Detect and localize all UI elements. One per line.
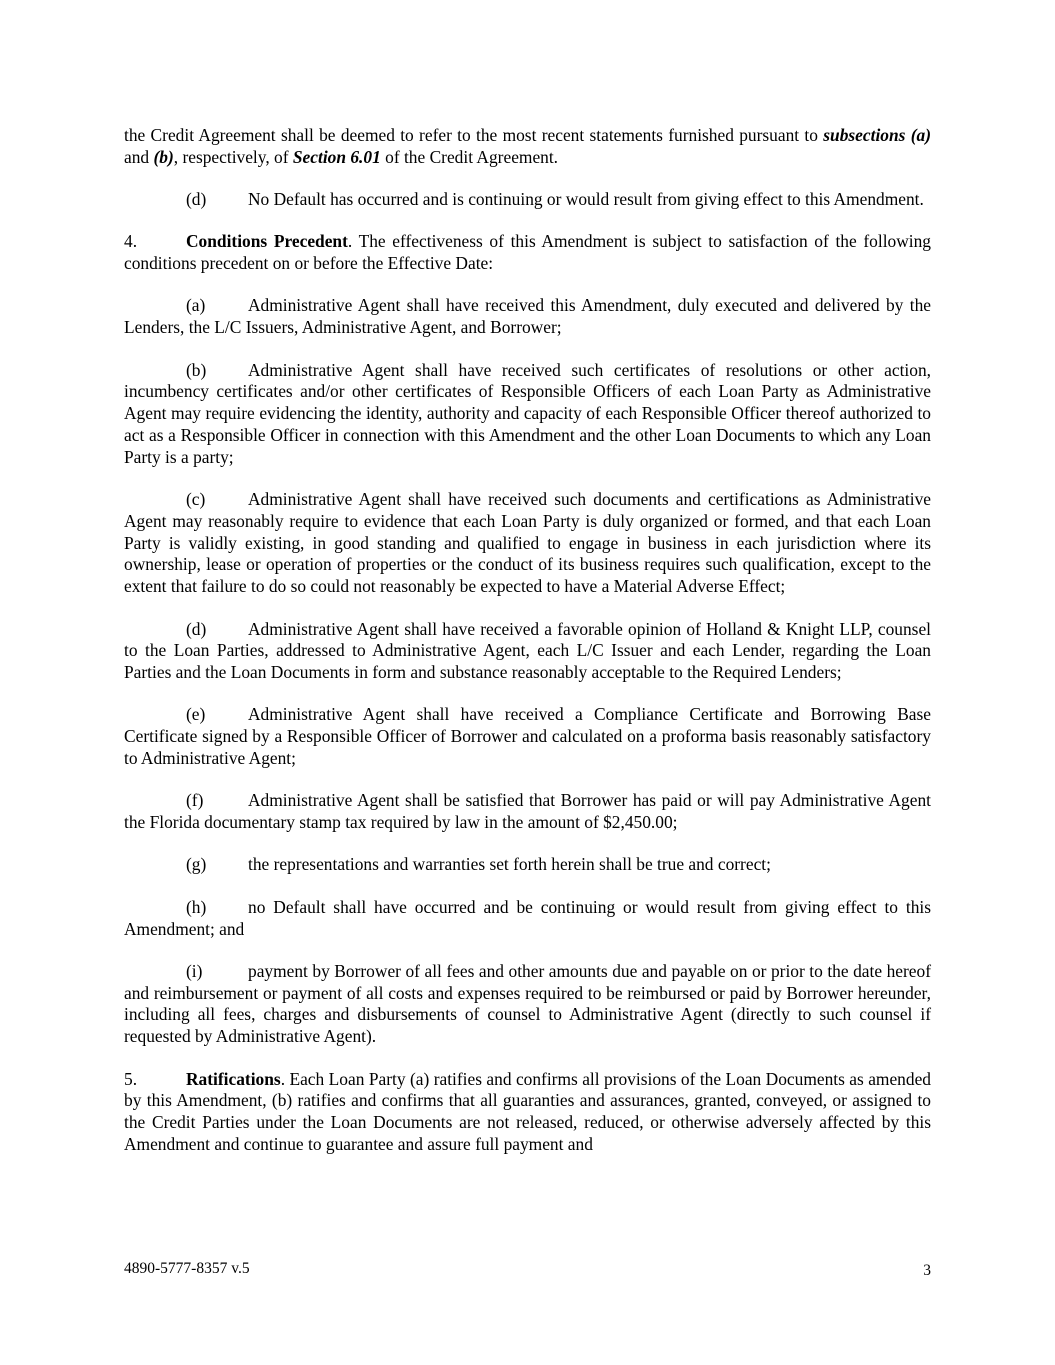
section-4: 4. Conditions Precedent. The effectiveness of this Amendment is subject to satisfaction of the following conditions precedent on or before the Effective Date: [124,231,932,274]
item-label: (i) [186,960,203,981]
condition-item: (c) Administrative Agent shall have received such documents and certifications as Administrative Agent may reasonably require to evidence that each Loan Party is duly organized or formed, and that each Loan Party is validly existing, in good standing and qualified to engage in business in each jurisdiction where its ownership, lease or operation of properties or the conduct of its business requires such qualification, except to the extent that failure to do so could not reasonably be expected to have a Material Adverse Effect; [124,489,931,597]
condition-item: (a) Administrative Agent shall have received this Amendment, duly executed and delivered by the Lenders, the L/C Issuers, Administrative Agent, and Borrower; [124,295,931,338]
document-page [124,125,931,1176]
condition-item: (h) no Default shall have occurred and be continuing or would result from giving effect to this Amendment; and [124,896,931,939]
section-number: 4. [124,231,138,252]
condition-item: (e) Administrative Agent shall have received a Compliance Certificate and Borrowing Base Certificate signed by a Responsible Officer of Borrower and calculated on a proforma basis reasonably satisfactory to Administrative Agent; [124,704,931,769]
condition-item: (d) Administrative Agent shall have received a favorable opinion of Holland & Knight LLP, counsel to the Loan Parties, addressed to Administrative Agent, each L/C Issuer and each Lender, regarding the Loan Parties and the Loan Documents in form and substance reasonably acceptable to the Required Lenders; [124,618,931,683]
item-label: (d) [186,189,207,210]
section-ref: Section 6.01 [292,146,381,167]
item-label: (b) [186,359,207,380]
section-heading: Conditions Precedent [186,231,348,252]
section-5: 5. Ratifications. Each Loan Party (a) ratifies and confirms all provisions of the Loan Documents as amended by this Amendment, (b) ratifies and confirms that all guaranties and assurances, granted, conveyed, or assigned to the Credit Parties under the Loan Documents are not released, reduced, or otherwise adversely affected by this Amendment and continue to guarantee and assure full payment and [124,1068,931,1154]
section-heading: Ratifications [186,1068,281,1089]
section-number: 5. [124,1068,138,1089]
item-label: (d) [186,618,207,639]
document-id: 4890-5777-8357 v.5 [124,1260,250,1277]
item-label: (h) [186,896,207,917]
item-label: (c) [186,489,206,510]
item-label: (f) [186,790,204,811]
item-label: (e) [186,704,206,725]
condition-item: (f) Administrative Agent shall be satisfied that Borrower has paid or will pay Administrative Agent the Florida documentary stamp tax required by law in the amount of $2,450.00; [124,790,931,833]
condition-item: (b) Administrative Agent shall have received such certificates of resolutions or other action, incumbency certificates and/or other certificates of Responsible Officers of each Loan Party as Administrative Agent may require evidencing the identity, authority and capacity of each Responsible Officer thereof authorized to act as a Responsible Officer in connection with this Amendment and the other Loan Documents to which any Loan Party is a party; [124,359,931,467]
condition-item: (g) the representations and warranties set forth herein shall be true and correct; [186,854,771,875]
continued-paragraph: the Credit Agreement shall be deemed to refer to the most recent statements furnished pursuant to subsections (a) and (b), respectively, of Section 6.01 of the Credit Agreement. [124,125,931,167]
subsection-a-ref: subsections (a) [823,125,931,145]
item-label: (g) [186,854,207,875]
page-number: 3 [923,1262,931,1279]
paragraph-3d: (d) No Default has occurred and is continuing or would result from giving effect to this Amendment. [186,189,924,210]
subsection-b-ref: (b) [153,146,174,167]
item-label: (a) [186,295,206,316]
condition-item: (i) payment by Borrower of all fees and other amounts due and payable on or prior to the date hereof and reimbursement or payment of all costs and expenses required to be reimbursed or paid by Borrower hereunder, including all fees, charges and disbursements of counsel to Administrative Agent (directly to such counsel if requested by Administrative Agent). [124,960,931,1047]
